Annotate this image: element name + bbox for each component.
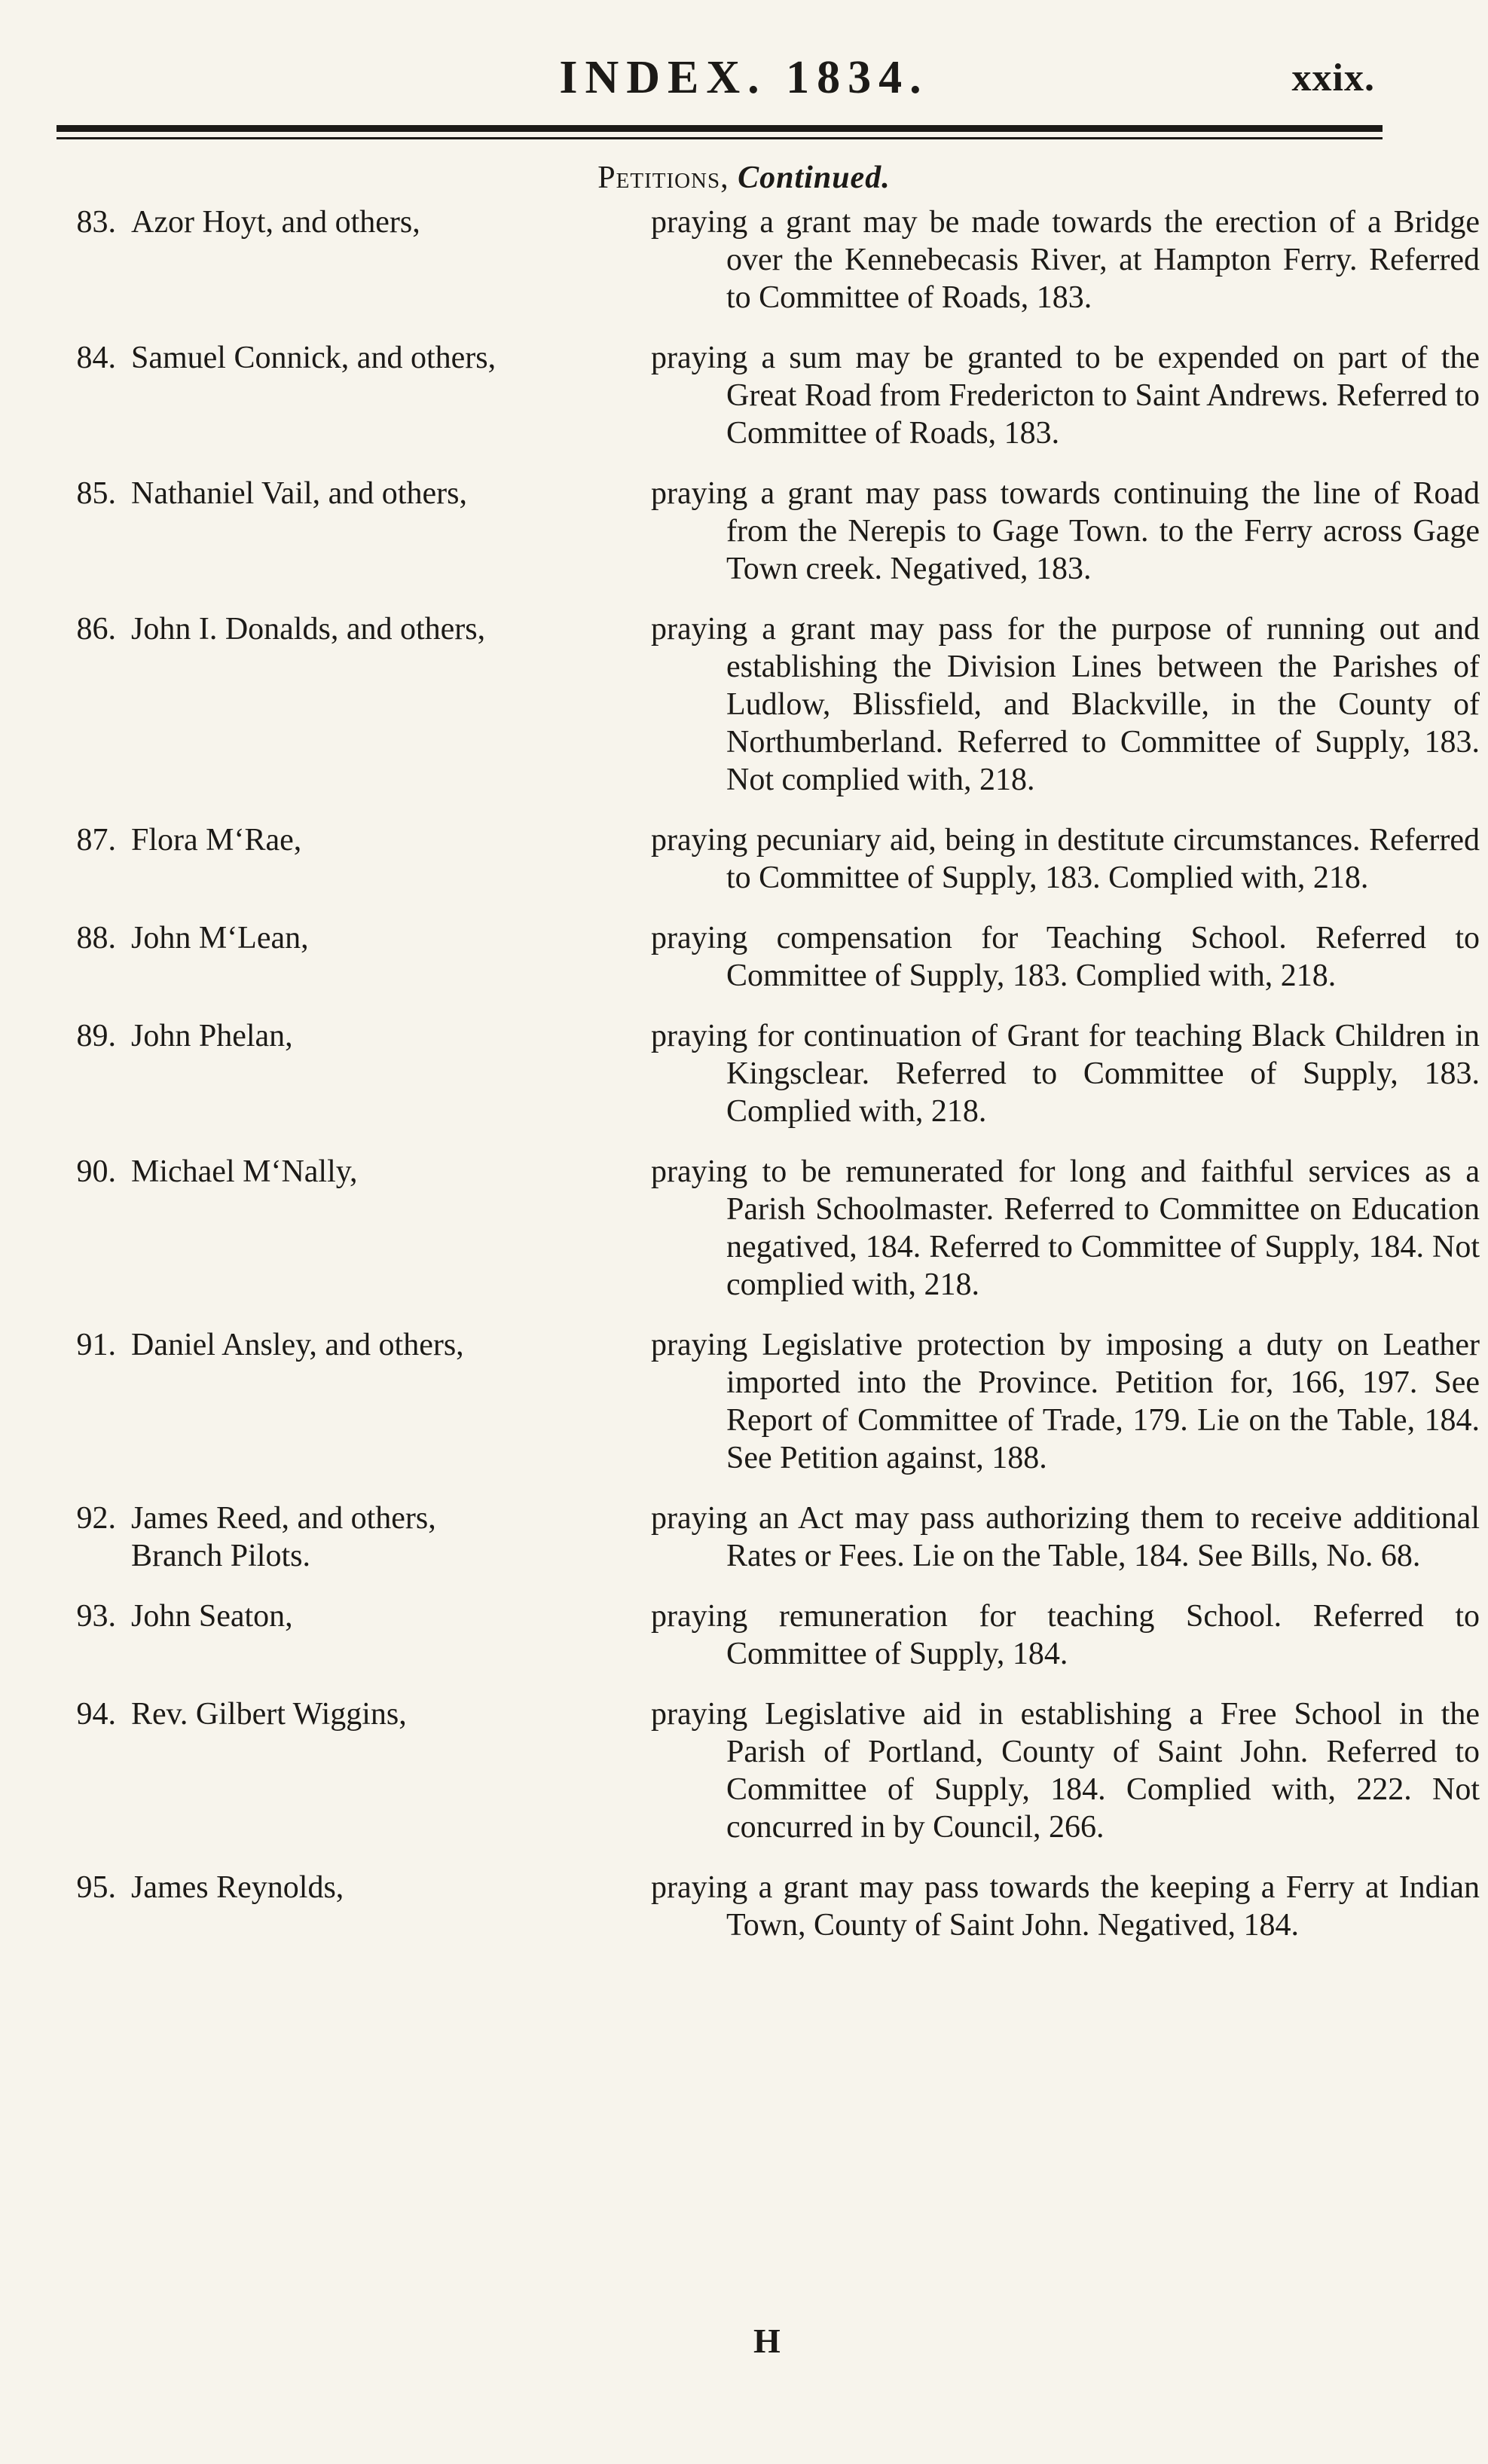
petition-description: praying a grant may pass for the purpose of running out and establishing the Division Lines between the Parishes of Ludlow, Blissfield, and Blackville, in the County of Northumberland. Referred to Committee of Supply, 183. Not complied with, 218. — [651, 612, 1480, 797]
petition-entry — [0, 610, 1488, 799]
petition-entry — [0, 1695, 1488, 1846]
petition-number: 88. — [76, 921, 116, 955]
petition-number: 87. — [76, 823, 116, 858]
petition-description: praying for continuation of Grant for teaching Black Children in Kingsclear. Referred to Committee of Supply, 183. Complied with, 218. — [651, 1019, 1480, 1129]
petitioner-name: James Reynolds, — [131, 1870, 344, 1905]
petitioner-name: Rev. Gilbert Wiggins, — [131, 1697, 407, 1732]
signature-mark: H — [753, 2322, 781, 2360]
petitioner-name: Michael M‘Nally, — [131, 1154, 358, 1189]
petition-entry — [0, 203, 1488, 316]
header-rule-thin — [57, 137, 1383, 139]
petitioner-name: John M‘Lean, — [131, 921, 309, 955]
petition-entry — [0, 1153, 1488, 1304]
petitioner-name: Samuel Connick, and others, — [131, 341, 497, 375]
petition-number: 91. — [76, 1328, 116, 1362]
petition-number: 95. — [76, 1870, 116, 1905]
petition-description: praying a grant may pass towards the keeping a Ferry at Indian Town, County of Saint John. Negatived, 184. — [651, 1870, 1480, 1943]
petition-description: praying remuneration for teaching School. Referred to Committee of Supply, 184. — [651, 1599, 1480, 1671]
petition-entry — [0, 1597, 1488, 1673]
petition-number: 94. — [76, 1697, 116, 1732]
petition-description: praying Legislative protection by imposing a duty on Leather imported into the Province. Petition for, 166, 197. See Report of Committee of Trade, 179. Lie on the Table, 184. See Petition against, 188. — [651, 1328, 1480, 1475]
page-number: xxix. — [1291, 57, 1375, 99]
section-title — [0, 160, 1488, 196]
page-header — [0, 51, 1488, 112]
petitioner-name: John Phelan, — [131, 1019, 293, 1053]
petition-number: 92. — [76, 1501, 116, 1536]
petition-entry — [0, 919, 1488, 995]
petition-description: praying a grant may pass towards continuing the line of Road from the Nerepis to Gage Town. to the Ferry across Gage Town creek. Negatived, 183. — [651, 476, 1480, 586]
header-rule-thick — [57, 125, 1383, 132]
petition-entry — [0, 1326, 1488, 1477]
page-title: INDEX. 1834. — [559, 52, 929, 103]
petition-description: praying a grant may be made towards the erection of a Bridge over the Kennebecasis River, at Hampton Ferry. Referred to Committee of Roads, 183. — [651, 205, 1480, 315]
petition-entry — [0, 475, 1488, 588]
petition-number: 84. — [76, 341, 116, 375]
petitioner-name: Daniel Ansley, and others, — [131, 1328, 464, 1362]
petition-entry — [0, 821, 1488, 897]
petition-description: praying a sum may be granted to be expended on part of the Great Road from Fredericton to Saint Andrews. Referred to Committee of Roads, 183. — [651, 341, 1480, 451]
petition-entry — [0, 1499, 1488, 1575]
petitioner-name: John I. Donalds, and others, — [131, 612, 486, 647]
petitioner-name: Flora M‘Rae, — [131, 823, 302, 858]
petitioner-name: John Seaton, — [131, 1599, 293, 1634]
petitioner-name: James Reed, and others, Branch Pilots. — [131, 1501, 436, 1573]
petition-number: 85. — [76, 476, 116, 511]
petition-description: praying pecuniary aid, being in destitute circumstances. Referred to Committee of Supply, 183. Complied with, 218. — [651, 823, 1480, 895]
petitioner-name: Azor Hoyt, and others, — [131, 205, 420, 240]
petition-number: 83. — [76, 205, 116, 240]
petitioner-name: Nathaniel Vail, and others, — [131, 476, 467, 511]
petition-description: praying to be remunerated for long and faithful services as a Parish Schoolmaster. Referred to Committee on Education negatived, 184. Referred to Committee of Supply, 184. Not complied with, 218. — [651, 1154, 1480, 1302]
section-continued-label: Continued. — [738, 160, 891, 195]
petition-list — [0, 203, 1488, 1967]
petition-number: 89. — [76, 1019, 116, 1053]
petition-entry — [0, 339, 1488, 452]
petition-entry — [0, 1869, 1488, 1944]
petition-number: 86. — [76, 612, 116, 647]
petition-entry — [0, 1017, 1488, 1130]
petition-description: praying compensation for Teaching School. Referred to Committee of Supply, 183. Complied with, 218. — [651, 921, 1480, 993]
petition-description: praying an Act may pass authorizing them to receive additional Rates or Fees. Lie on the Table, 184. See Bills, No. 68. — [651, 1501, 1480, 1573]
petition-number: 90. — [76, 1154, 116, 1189]
petition-number: 93. — [76, 1599, 116, 1634]
section-title-label: Petitions, — [597, 160, 729, 195]
petition-description: praying Legislative aid in establishing a Free School in the Parish of Portland, County of Saint John. Referred to Committee of Supply, 184. Complied with, 222. Not concurred in by Council, 266. — [651, 1697, 1480, 1845]
